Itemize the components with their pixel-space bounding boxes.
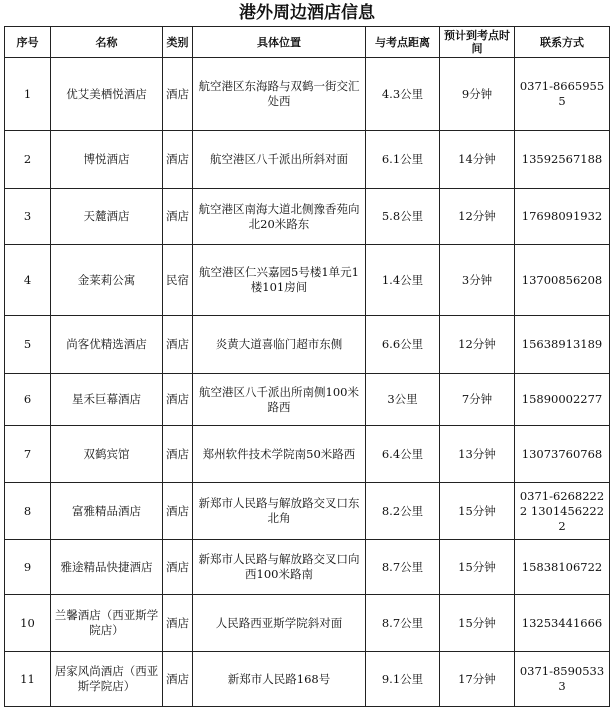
cell-distance: 6.4公里 bbox=[366, 426, 440, 483]
cell-distance: 6.1公里 bbox=[366, 131, 440, 189]
table-body bbox=[5, 58, 610, 707]
cell-location: 新郑市人民路168号 bbox=[193, 652, 366, 707]
cell-contact: 13073760768 bbox=[515, 426, 610, 483]
cell-no: 5 bbox=[5, 316, 51, 374]
cell-contact: 15638913189 bbox=[515, 316, 610, 374]
cell-distance: 5.8公里 bbox=[366, 189, 440, 245]
cell-location: 航空港区南海大道北侧豫香苑向北20米路东 bbox=[193, 189, 366, 245]
cell-type: 酒店 bbox=[163, 426, 193, 483]
cell-type: 酒店 bbox=[163, 374, 193, 426]
cell-name: 金莱莉公寓 bbox=[51, 245, 163, 316]
cell-type: 酒店 bbox=[163, 189, 193, 245]
cell-contact: 15838106722 bbox=[515, 540, 610, 595]
cell-time: 15分钟 bbox=[440, 595, 515, 652]
table-row bbox=[5, 652, 610, 707]
cell-no: 7 bbox=[5, 426, 51, 483]
cell-name: 天麓酒店 bbox=[51, 189, 163, 245]
cell-location: 郑州软件技术学院南50米路西 bbox=[193, 426, 366, 483]
table-row bbox=[5, 131, 610, 189]
cell-type: 酒店 bbox=[163, 540, 193, 595]
cell-no: 2 bbox=[5, 131, 51, 189]
table-row bbox=[5, 58, 610, 131]
header-distance: 与考点距离 bbox=[366, 27, 440, 58]
cell-time: 14分钟 bbox=[440, 131, 515, 189]
cell-no: 1 bbox=[5, 58, 51, 131]
cell-name: 尚客优精选酒店 bbox=[51, 316, 163, 374]
cell-distance: 6.6公里 bbox=[366, 316, 440, 374]
cell-time: 7分钟 bbox=[440, 374, 515, 426]
cell-location: 新郑市人民路与解放路交叉口东北角 bbox=[193, 483, 366, 540]
cell-name: 兰馨酒店（西亚斯学院店） bbox=[51, 595, 163, 652]
header-no: 序号 bbox=[5, 27, 51, 58]
cell-contact: 13592567188 bbox=[515, 131, 610, 189]
cell-no: 3 bbox=[5, 189, 51, 245]
cell-time: 17分钟 bbox=[440, 652, 515, 707]
cell-distance: 3公里 bbox=[366, 374, 440, 426]
cell-distance: 1.4公里 bbox=[366, 245, 440, 316]
cell-no: 6 bbox=[5, 374, 51, 426]
cell-contact: 0371-86659555 bbox=[515, 58, 610, 131]
cell-time: 12分钟 bbox=[440, 316, 515, 374]
cell-location: 人民路西亚斯学院斜对面 bbox=[193, 595, 366, 652]
table-row bbox=[5, 374, 610, 426]
hotel-table bbox=[4, 26, 610, 707]
cell-no: 11 bbox=[5, 652, 51, 707]
cell-time: 3分钟 bbox=[440, 245, 515, 316]
cell-time: 13分钟 bbox=[440, 426, 515, 483]
cell-time: 12分钟 bbox=[440, 189, 515, 245]
header-contact: 联系方式 bbox=[515, 27, 610, 58]
cell-time: 15分钟 bbox=[440, 483, 515, 540]
table-row bbox=[5, 426, 610, 483]
header-location: 具体位置 bbox=[193, 27, 366, 58]
cell-no: 4 bbox=[5, 245, 51, 316]
cell-location: 新郑市人民路与解放路交叉口向西100米路南 bbox=[193, 540, 366, 595]
cell-name: 星禾巨幕酒店 bbox=[51, 374, 163, 426]
cell-distance: 8.7公里 bbox=[366, 595, 440, 652]
cell-type: 酒店 bbox=[163, 131, 193, 189]
cell-name: 优艾美栖悦酒店 bbox=[51, 58, 163, 131]
cell-type: 酒店 bbox=[163, 595, 193, 652]
cell-type: 民宿 bbox=[163, 245, 193, 316]
cell-distance: 9.1公里 bbox=[366, 652, 440, 707]
cell-type: 酒店 bbox=[163, 652, 193, 707]
cell-distance: 8.2公里 bbox=[366, 483, 440, 540]
cell-location: 航空港区仁兴嘉园5号楼1单元1楼101房间 bbox=[193, 245, 366, 316]
cell-contact: 15890002277 bbox=[515, 374, 610, 426]
header-type: 类别 bbox=[163, 27, 193, 58]
cell-name: 双鹤宾馆 bbox=[51, 426, 163, 483]
cell-location: 航空港区八千派出所南侧100米路西 bbox=[193, 374, 366, 426]
cell-location: 航空港区东海路与双鹤一街交汇处西 bbox=[193, 58, 366, 131]
table-row bbox=[5, 540, 610, 595]
cell-type: 酒店 bbox=[163, 483, 193, 540]
cell-contact: 0371-85905333 bbox=[515, 652, 610, 707]
cell-name: 富雅精品酒店 bbox=[51, 483, 163, 540]
table-row bbox=[5, 483, 610, 540]
page-title: 港外周边酒店信息 bbox=[239, 3, 375, 23]
cell-no: 9 bbox=[5, 540, 51, 595]
cell-time: 9分钟 bbox=[440, 58, 515, 131]
cell-name: 雅途精品快捷酒店 bbox=[51, 540, 163, 595]
cell-no: 8 bbox=[5, 483, 51, 540]
cell-name: 博悦酒店 bbox=[51, 131, 163, 189]
table-row bbox=[5, 245, 610, 316]
cell-type: 酒店 bbox=[163, 58, 193, 131]
cell-distance: 4.3公里 bbox=[366, 58, 440, 131]
header-name: 名称 bbox=[51, 27, 163, 58]
cell-contact: 13700856208 bbox=[515, 245, 610, 316]
cell-name: 居家风尚酒店（西亚斯学院店） bbox=[51, 652, 163, 707]
cell-contact: 13253441666 bbox=[515, 595, 610, 652]
cell-location: 炎黄大道喜临门超市东侧 bbox=[193, 316, 366, 374]
table-header-row bbox=[5, 27, 610, 58]
table-row bbox=[5, 595, 610, 652]
table-row bbox=[5, 189, 610, 245]
cell-time: 15分钟 bbox=[440, 540, 515, 595]
cell-no: 10 bbox=[5, 595, 51, 652]
cell-type: 酒店 bbox=[163, 316, 193, 374]
cell-location: 航空港区八千派出所斜对面 bbox=[193, 131, 366, 189]
table-row bbox=[5, 316, 610, 374]
cell-distance: 8.7公里 bbox=[366, 540, 440, 595]
header-time: 预计到考点时间 bbox=[440, 27, 515, 58]
cell-contact: 0371-62682222 13014562222 bbox=[515, 483, 610, 540]
cell-contact: 17698091932 bbox=[515, 189, 610, 245]
